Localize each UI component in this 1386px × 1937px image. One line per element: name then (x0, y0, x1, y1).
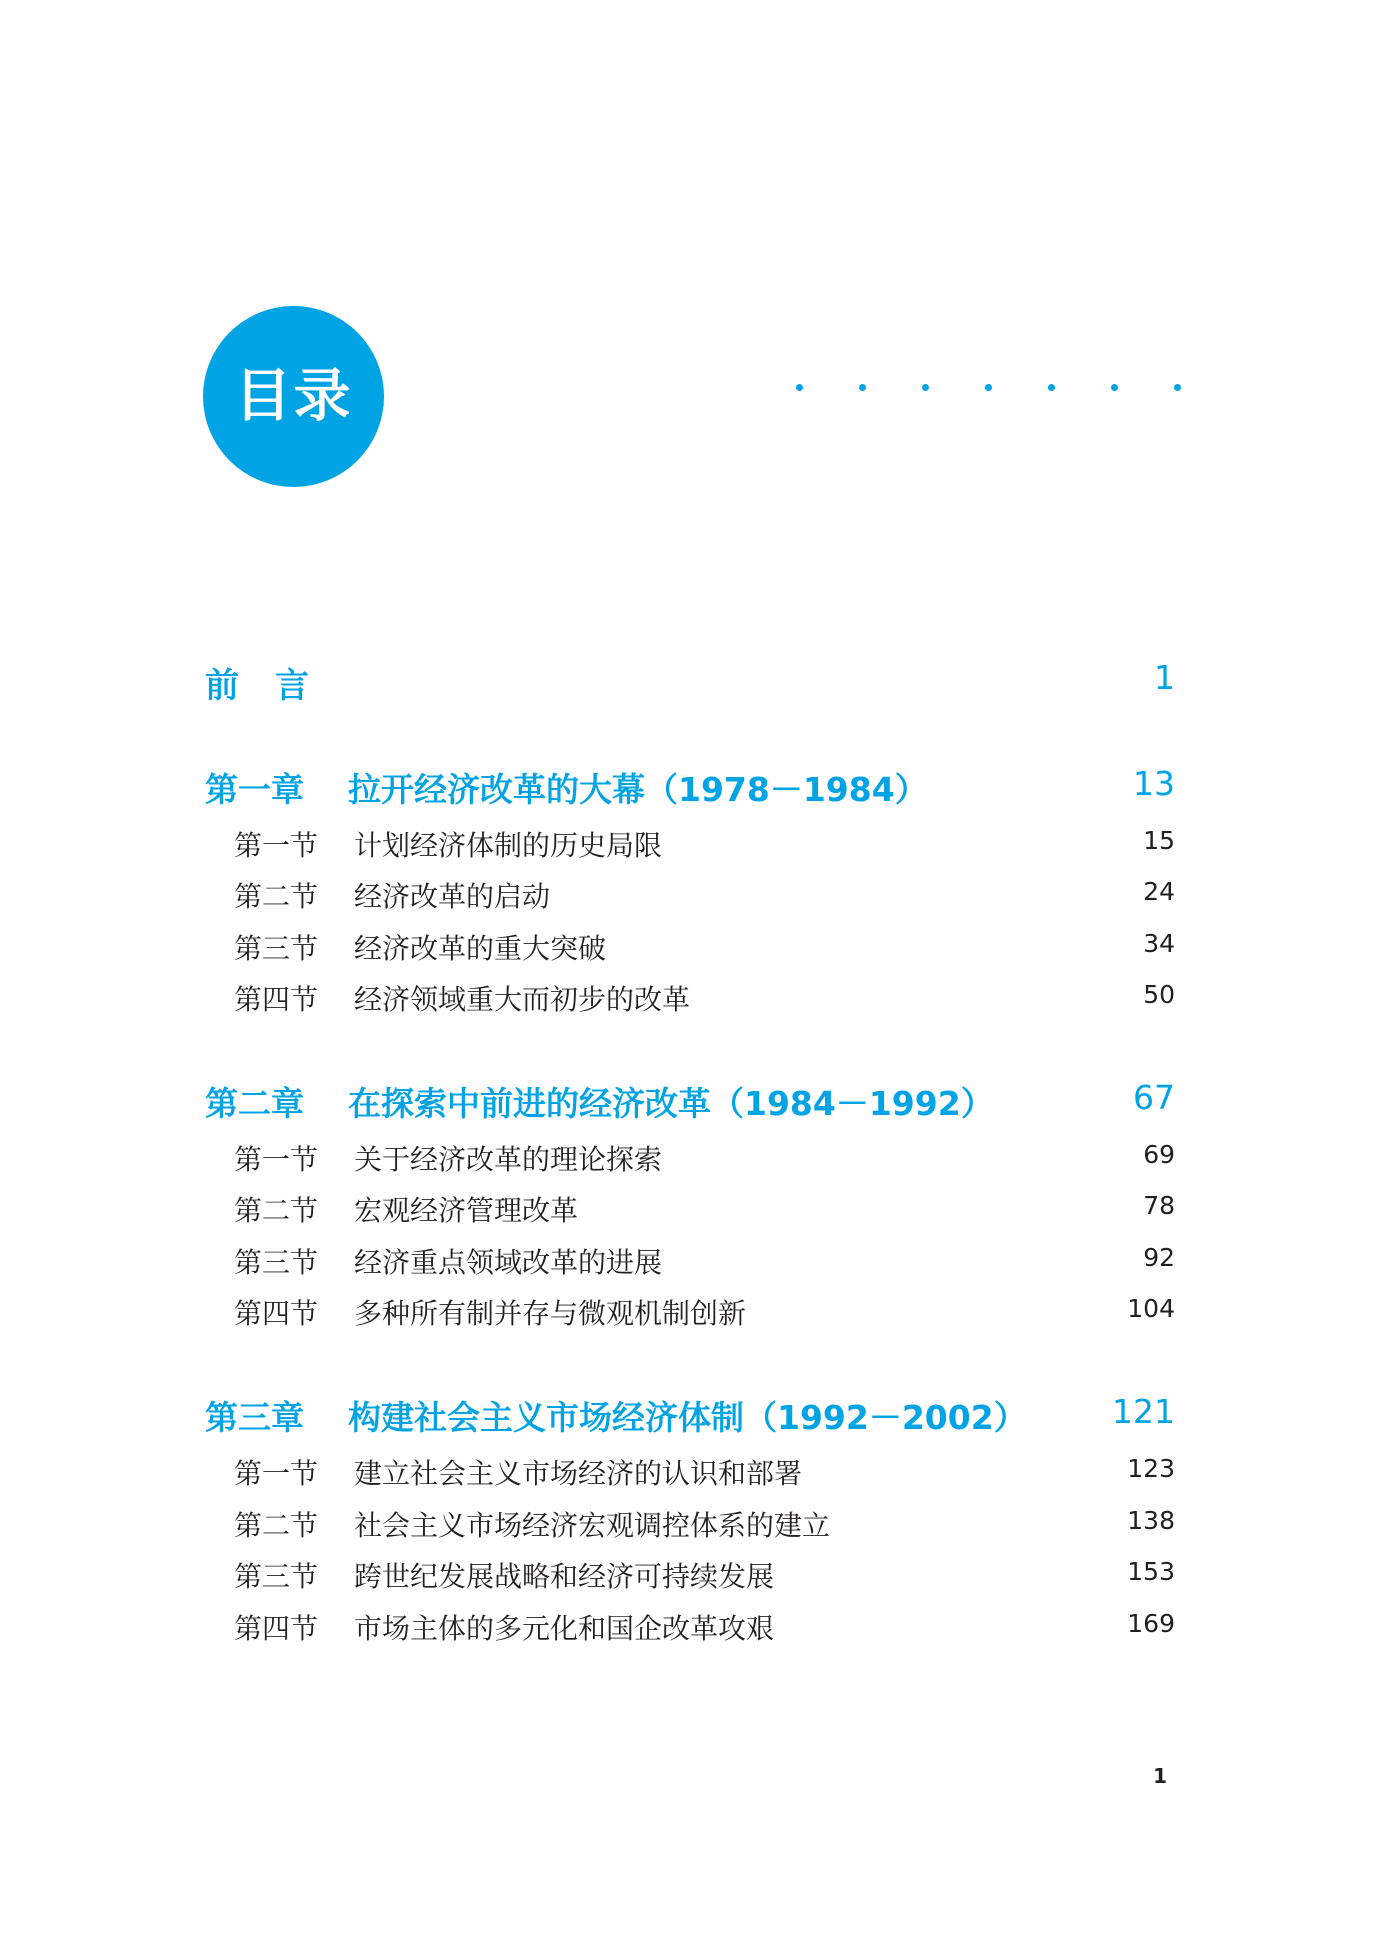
decorative-dots (796, 384, 1186, 396)
chapter-page: 67 (1133, 1078, 1175, 1117)
toc-entry-section[interactable] (0, 1231, 1386, 1281)
toc-entry-section[interactable] (0, 865, 1386, 915)
section-label: 第二节 (234, 1509, 319, 1542)
page-number: 1 (1153, 1764, 1167, 1788)
section-page: 123 (1127, 1454, 1175, 1483)
toc-entry-chapter-1[interactable] (0, 757, 1386, 807)
section-title: 社会主义市场经济宏观调控体系的建立 (354, 1509, 831, 1542)
section-title: 计划经济体制的历史局限 (354, 829, 663, 862)
chapter-title: 在探索中前进的经济改革（1984－1992） (348, 1084, 994, 1123)
chapter-page: 13 (1133, 764, 1175, 803)
toc-entry-section[interactable] (0, 917, 1386, 967)
section-label: 第三节 (234, 1560, 319, 1593)
dot-icon (1048, 384, 1055, 391)
toc-entry-preface[interactable] (0, 651, 1386, 706)
toc-entry-section[interactable] (0, 1597, 1386, 1647)
preface-page: 1 (1154, 658, 1175, 697)
section-page: 24 (1143, 877, 1175, 906)
dot-icon (1174, 384, 1181, 391)
section-title: 经济改革的启动 (354, 880, 551, 913)
section-title: 经济重点领域改革的进展 (354, 1246, 663, 1279)
section-page: 153 (1127, 1557, 1175, 1586)
section-label: 第四节 (234, 1612, 319, 1645)
section-page: 138 (1127, 1506, 1175, 1535)
toc-entry-section[interactable] (0, 814, 1386, 864)
dot-icon (985, 384, 992, 391)
toc-entry-section[interactable] (0, 968, 1386, 1018)
section-label: 第一节 (234, 1143, 319, 1176)
chapter-title: 构建社会主义市场经济体制（1992－2002） (348, 1398, 1027, 1437)
toc-entry-chapter-2[interactable] (0, 1071, 1386, 1121)
dot-icon (796, 384, 803, 391)
section-page: 50 (1143, 980, 1175, 1009)
toc-entry-chapter-3[interactable] (0, 1385, 1386, 1435)
section-label: 第三节 (234, 932, 319, 965)
section-label: 第一节 (234, 829, 319, 862)
toc-entry-section[interactable] (0, 1282, 1386, 1332)
chapter-page: 121 (1112, 1392, 1175, 1431)
toc-entry-section[interactable] (0, 1494, 1386, 1544)
chapter-label: 第二章 (205, 1084, 304, 1123)
toc-entry-section[interactable] (0, 1128, 1386, 1178)
section-page: 34 (1143, 929, 1175, 958)
toc-entry-section[interactable] (0, 1545, 1386, 1595)
section-title: 多种所有制并存与微观机制创新 (354, 1297, 747, 1330)
section-title: 跨世纪发展战略和经济可持续发展 (354, 1560, 775, 1593)
section-page: 92 (1143, 1243, 1175, 1272)
section-page: 169 (1127, 1609, 1175, 1638)
dot-icon (1111, 384, 1118, 391)
chapter-label: 第一章 (205, 770, 304, 809)
section-page: 78 (1143, 1191, 1175, 1220)
section-page: 69 (1143, 1140, 1175, 1169)
toc-entry-section[interactable] (0, 1179, 1386, 1229)
chapter-title: 拉开经济改革的大幕（1978－1984） (348, 770, 928, 809)
section-title: 宏观经济管理改革 (354, 1194, 579, 1227)
section-title: 建立社会主义市场经济的认识和部署 (354, 1457, 803, 1490)
section-label: 第四节 (234, 1297, 319, 1330)
section-page: 104 (1127, 1294, 1175, 1323)
chapter-label: 第三章 (205, 1398, 304, 1437)
toc-entry-section[interactable] (0, 1442, 1386, 1492)
dot-icon (859, 384, 866, 391)
section-label: 第二节 (234, 1194, 319, 1227)
section-page: 15 (1143, 826, 1175, 855)
page-title: 目录 (234, 363, 353, 429)
section-label: 第三节 (234, 1246, 319, 1279)
dot-icon (922, 384, 929, 391)
section-label: 第四节 (234, 983, 319, 1016)
section-label: 第一节 (234, 1457, 319, 1490)
section-title: 关于经济改革的理论探索 (354, 1143, 663, 1176)
toc-heading-badge (203, 306, 384, 487)
section-title: 经济领域重大而初步的改革 (354, 983, 691, 1016)
section-title: 市场主体的多元化和国企改革攻艰 (354, 1612, 775, 1645)
preface-title: 前言 (205, 666, 345, 706)
section-title: 经济改革的重大突破 (354, 932, 607, 965)
section-label: 第二节 (234, 880, 319, 913)
